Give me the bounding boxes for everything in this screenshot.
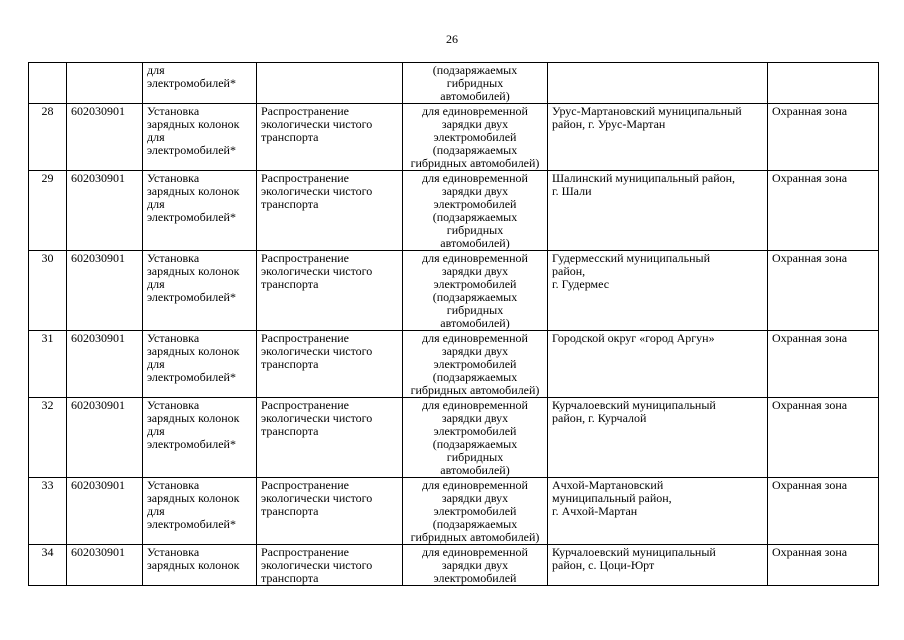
cell-purpose: Распространение экологически чистого транспорта [257, 104, 403, 171]
cell-zone: Охранная зона [768, 478, 879, 545]
table-row [29, 171, 879, 251]
cell-location: Урус-Мартановский муниципальный район, г. Урус-Мартан [548, 104, 768, 171]
cell-location: Курчалоевский муниципальный район, с. Цоци-Юрт [548, 545, 768, 586]
cell-code: 602030901 [67, 331, 143, 398]
cell-number: 34 [29, 545, 67, 586]
cell-object-name: Установка зарядных колонок [143, 545, 257, 586]
page-number: 26 [446, 32, 458, 46]
cell-number: 31 [29, 331, 67, 398]
objects-table [28, 62, 879, 586]
cell-purpose: Распространение экологически чистого транспорта [257, 478, 403, 545]
cell-object-name: Установка зарядных колонок для электромобилей* [143, 104, 257, 171]
table-row [29, 251, 879, 331]
cell-characteristics: для единовременной зарядки двух электромобилей (подзаряжаемых гибридных автомобилей) [403, 398, 548, 478]
cell-purpose: Распространение экологически чистого транспорта [257, 171, 403, 251]
cell-code [67, 63, 143, 104]
cell-purpose: Распространение экологически чистого транспорта [257, 251, 403, 331]
cell-code: 602030901 [67, 478, 143, 545]
table-row [29, 545, 879, 586]
cell-purpose: Распространение экологически чистого транспорта [257, 331, 403, 398]
cell-location: Городской округ «город Аргун» [548, 331, 768, 398]
cell-object-name: Установка зарядных колонок для электромобилей* [143, 331, 257, 398]
cell-object-name: для электромобилей* [143, 63, 257, 104]
cell-characteristics: для единовременной зарядки двух электромобилей (подзаряжаемых гибридных автомобилей) [403, 478, 548, 545]
cell-zone: Охранная зона [768, 171, 879, 251]
cell-location: Шалинский муниципальный район, г. Шали [548, 171, 768, 251]
table-row [29, 478, 879, 545]
cell-zone: Охранная зона [768, 545, 879, 586]
cell-number: 29 [29, 171, 67, 251]
table-row [29, 104, 879, 171]
cell-location: Гудермесский муниципальный район, г. Гудермес [548, 251, 768, 331]
table-body [29, 63, 879, 586]
cell-code: 602030901 [67, 398, 143, 478]
cell-characteristics: для единовременной зарядки двух электромобилей (подзаряжаемых гибридных автомобилей) [403, 171, 548, 251]
cell-zone: Охранная зона [768, 398, 879, 478]
cell-characteristics: для единовременной зарядки двух электромобилей (подзаряжаемых гибридных автомобилей) [403, 331, 548, 398]
cell-number: 30 [29, 251, 67, 331]
cell-zone: Охранная зона [768, 331, 879, 398]
cell-object-name: Установка зарядных колонок для электромобилей* [143, 478, 257, 545]
cell-number: 32 [29, 398, 67, 478]
cell-number: 33 [29, 478, 67, 545]
cell-characteristics: для единовременной зарядки двух электромобилей (подзаряжаемых гибридных автомобилей) [403, 104, 548, 171]
table-row [29, 398, 879, 478]
cell-code: 602030901 [67, 104, 143, 171]
cell-location: Ачхой-Мартановский муниципальный район, г. Ачхой-Мартан [548, 478, 768, 545]
cell-purpose: Распространение экологически чистого транспорта [257, 398, 403, 478]
cell-characteristics: для единовременной зарядки двух электромобилей (подзаряжаемых гибридных автомобилей) [403, 251, 548, 331]
cell-number: 28 [29, 104, 67, 171]
cell-zone: Охранная зона [768, 251, 879, 331]
cell-purpose [257, 63, 403, 104]
cell-code: 602030901 [67, 545, 143, 586]
cell-object-name: Установка зарядных колонок для электромобилей* [143, 171, 257, 251]
cell-code: 602030901 [67, 171, 143, 251]
cell-zone: Охранная зона [768, 104, 879, 171]
table-row [29, 331, 879, 398]
cell-characteristics: (подзаряжаемых гибридных автомобилей) [403, 63, 548, 104]
cell-object-name: Установка зарядных колонок для электромобилей* [143, 251, 257, 331]
cell-object-name: Установка зарядных колонок для электромобилей* [143, 398, 257, 478]
cell-zone [768, 63, 879, 104]
cell-characteristics: для единовременной зарядки двух электромобилей [403, 545, 548, 586]
cell-location: Курчалоевский муниципальный район, г. Курчалой [548, 398, 768, 478]
cell-location [548, 63, 768, 104]
cell-code: 602030901 [67, 251, 143, 331]
table-row [29, 63, 879, 104]
cell-number [29, 63, 67, 104]
cell-purpose: Распространение экологически чистого транспорта [257, 545, 403, 586]
